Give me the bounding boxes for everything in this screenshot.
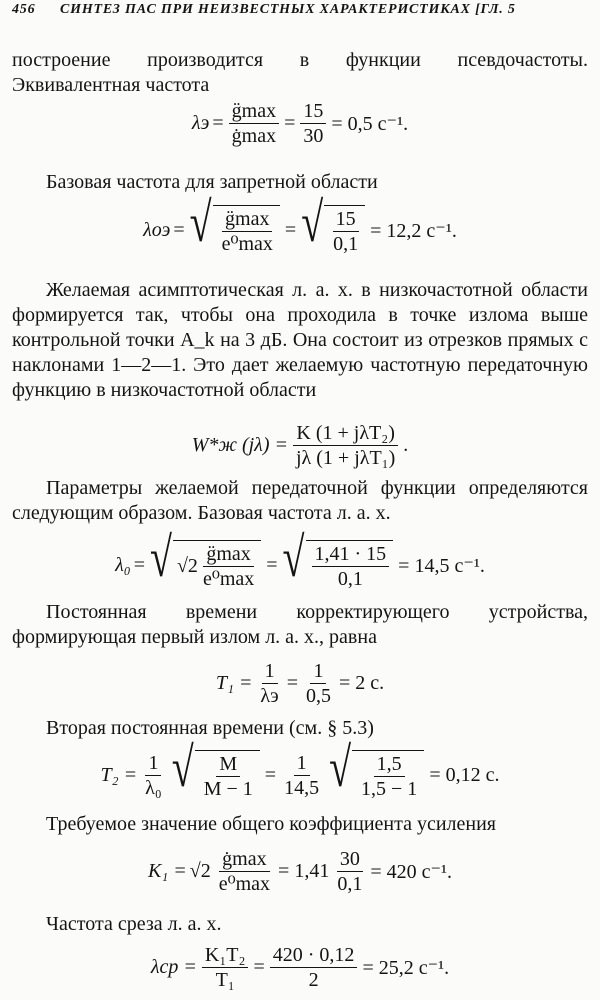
page-number: 456 xyxy=(12,2,36,17)
paragraph-5: Постоянная времени корректирующего устройства, формирующая первый излом л. а. х., равна xyxy=(12,601,588,648)
formula-time-constant-t2: T₂ = $\frac{1}{\text{λ₀}}$ √ M M − 1 = $\frac{1}{14,5}$ √ 1,5 1,5 − 1 = 0,12 с. xyxy=(100,735,500,800)
formula-time-constant-t1: T₁ = 1 λэ = $\frac{1}{0,5}$ = 2 с. xyxy=(215,660,385,707)
formula-equivalent-frequency: λэ = g̈max ġmax = $\frac{15}{30}$ = 0,5 с⁻¹. xyxy=(191,100,409,147)
paragraph-2: Базовая частота для запретной области xyxy=(46,171,378,193)
paragraph-4: Параметры желаемой передаточной функции определяются следующим образом. Базовая частота л. а. х. xyxy=(12,477,588,524)
formula-transfer-function: W*ж (jλ) = K (1 + jλT₂) jλ (1 + jλT₁) . xyxy=(191,422,409,469)
running-title: СИНТЕЗ ПАС ПРИ НЕИЗВЕСТНЫХ ХАРАКТЕРИСТИКАХ [ГЛ. 5 xyxy=(60,2,516,17)
running-header xyxy=(12,2,588,26)
paragraph-1: построение производится в функции псевдочастоты. Эквивалентная частота xyxy=(12,49,588,96)
paragraph-7: Требуемое значение общего коэффициента усиления xyxy=(46,813,496,835)
formula-base-frequency: λоэ = √ g̈max e⁰max = √ 15 0,1 = 12,2 с⁻¹. xyxy=(143,190,457,255)
paragraph-6: Вторая постоянная времени (см. § 5.3) xyxy=(46,717,374,739)
formula-gain: K₁ = √2 ġmax e⁰max = 1,41 $\frac{30}{0,1}$ = 420 с⁻¹. xyxy=(147,848,453,895)
formula-base-frequency-lax: λ₀ = √ √2 g̈max e⁰max = √ 1,41 · 15 0,1 = 14,5 с⁻¹. xyxy=(115,525,485,590)
paragraph-3: Желаемая асимптотическая л. а. х. в низкочастотной области формируется так, чтобы она проходила в точке излома выше контрольной точки A_k на 3 дБ. Она состоит из отрезков прямых с наклонами 1—2—1. Это дает желаемую частотную передаточную функцию в низкочастотной области xyxy=(12,279,588,401)
formula-cutoff-frequency: λср = $\frac{\text{K₁T₂}}{\text{T₁}}$ = $\frac{420 \cdot 0,12}{2}$ = 25,2 с⁻¹. xyxy=(150,944,450,991)
paragraph-8: Частота среза л. а. х. xyxy=(46,913,222,935)
